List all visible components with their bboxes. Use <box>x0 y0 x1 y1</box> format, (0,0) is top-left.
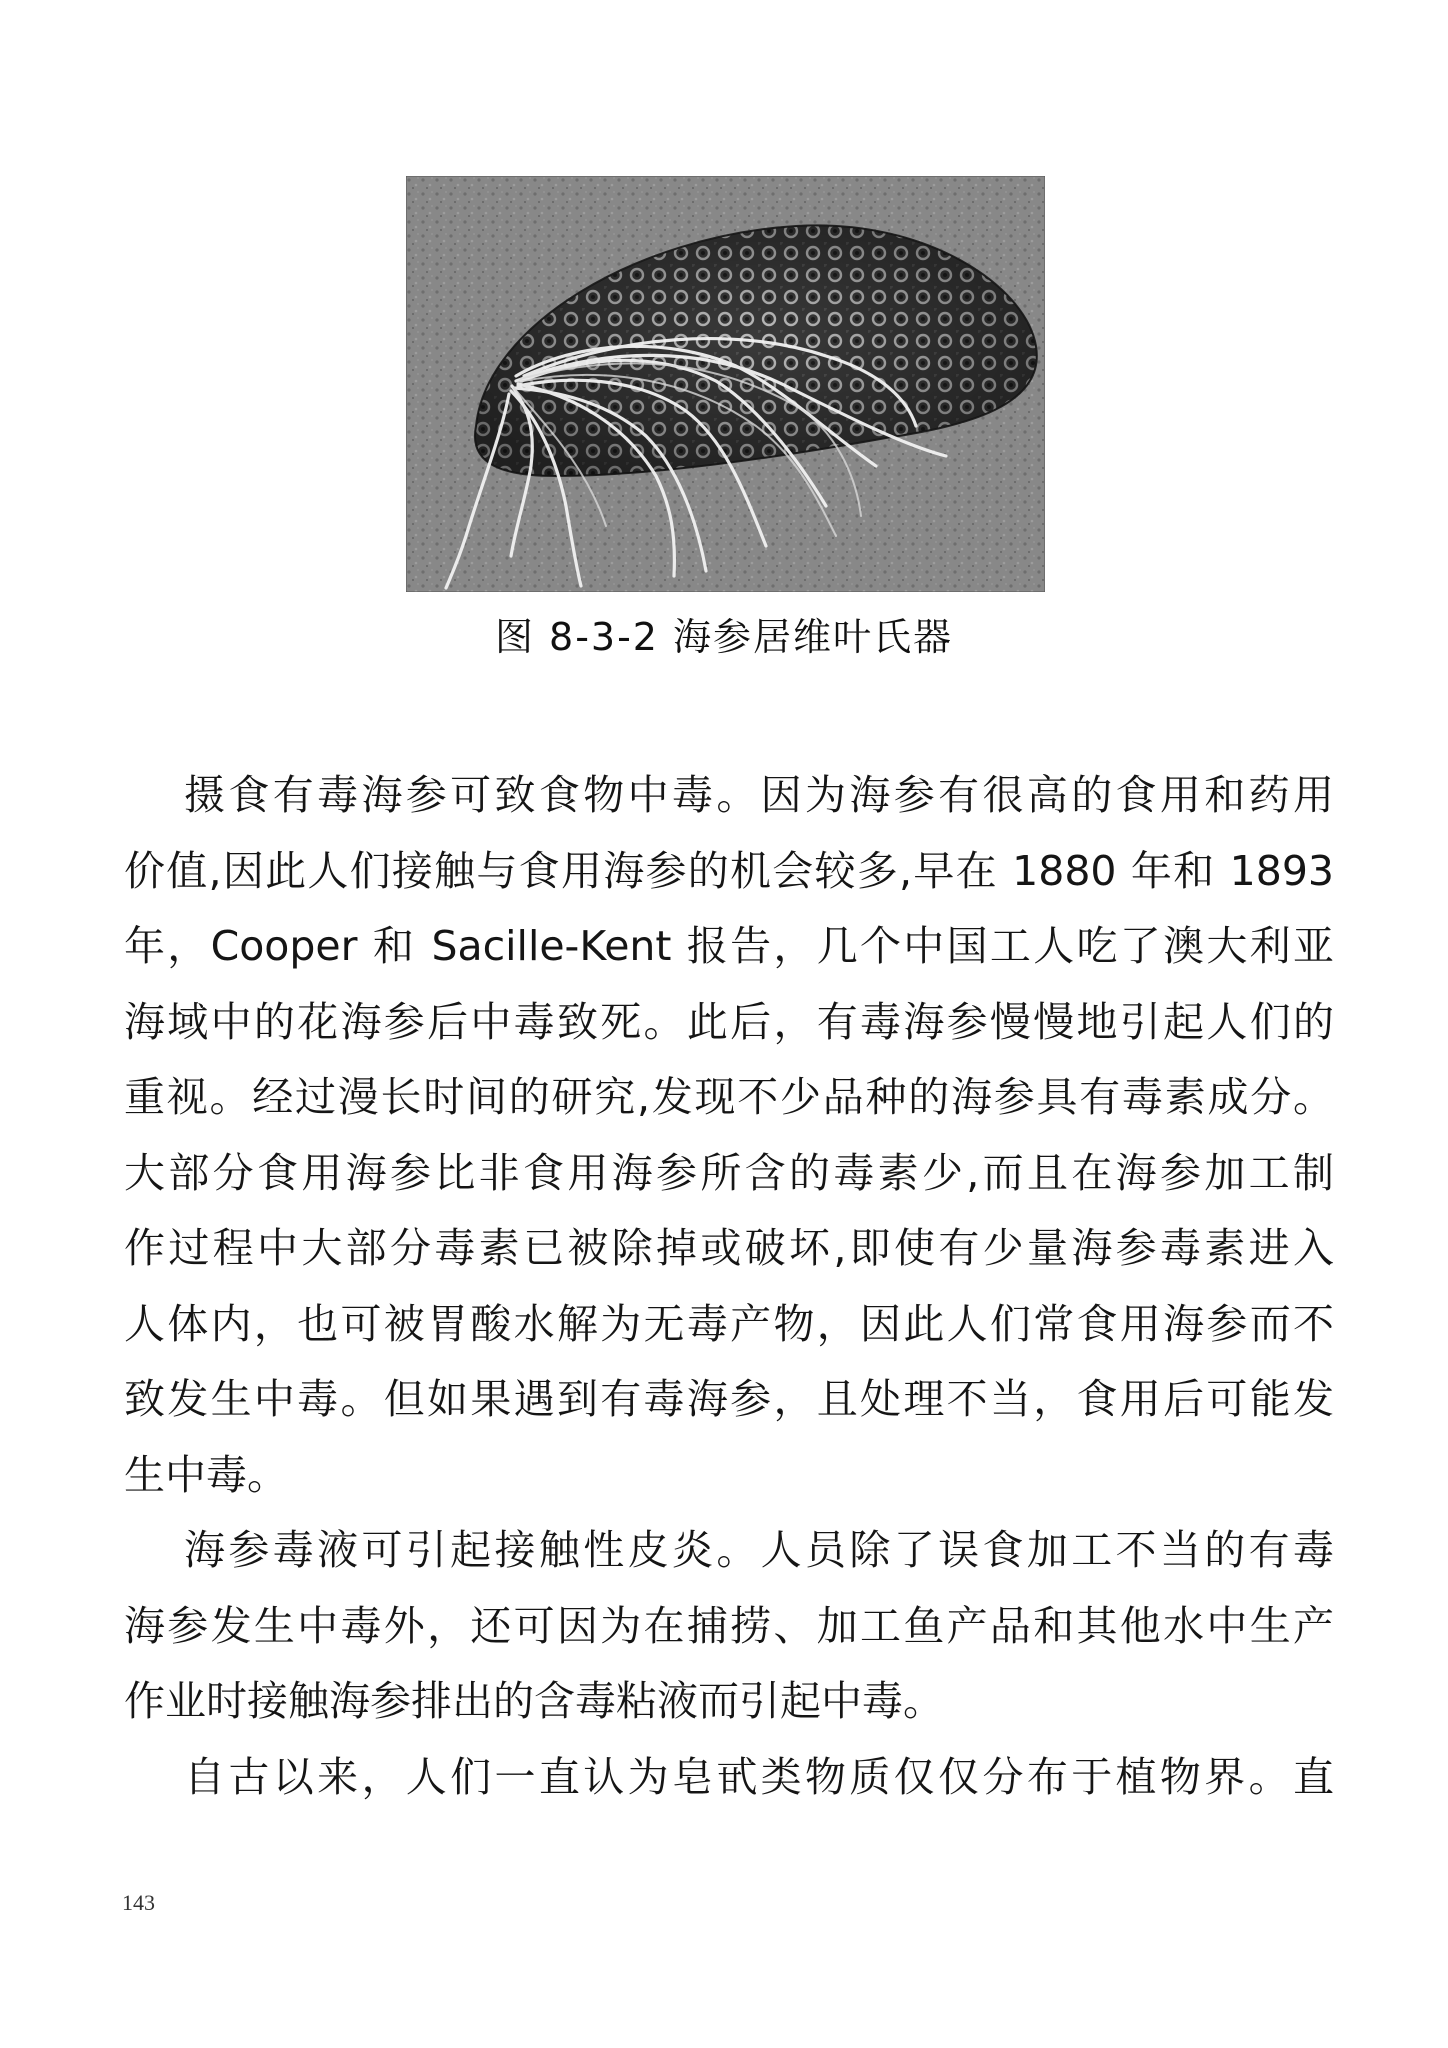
paragraph-1-line-7: 作过程中大部分毒素已被除掉或破坏,即使有少量海参毒素进入 <box>124 1224 1334 1272</box>
paragraph-1-line-8: 人体内，也可被胃酸水解为无毒产物，因此人们常食用海参而不 <box>124 1299 1334 1348</box>
paragraph-2-line-2: 海参发生中毒外，还可因为在捕捞、加工鱼产品和其他水中生产 <box>124 1601 1334 1650</box>
page-number: 143 <box>122 1890 155 1915</box>
paragraph-1-line-9: 致发生中毒。但如果遇到有毒海参，且处理不当，食用后可能发 <box>124 1375 1334 1423</box>
paragraph-1-line-6: 大部分食用海参比非食用海参所含的毒素少,而且在海参加工制 <box>124 1148 1334 1197</box>
sea-cucumber-photo <box>406 176 1045 592</box>
body-text <box>124 758 1334 1815</box>
paragraph-1-line-10: 生中毒。 <box>124 1450 288 1499</box>
paragraph-1-line-1: 摄食有毒海参可致食物中毒。因为海参有很高的食用和药用 <box>184 771 1334 819</box>
paragraph-1-line-4: 海域中的花海参后中毒致死。此后，有毒海参慢慢地引起人们的 <box>124 997 1334 1046</box>
sea-cucumber-image <box>406 176 1045 592</box>
figure-caption: 图 8-3-2 海参居维叶氏器 <box>494 615 954 659</box>
paragraph-2-line-3: 作业时接触海参排出的含毒粘液而引起中毒。 <box>124 1677 944 1725</box>
paragraph-1-line-5: 重视。经过漫长时间的研究,发现不少品种的海参具有毒素成分。 <box>124 1073 1334 1121</box>
paragraph-2-line-1: 海参毒液可引起接触性皮炎。人员除了误食加工不当的有毒 <box>184 1526 1334 1574</box>
paragraph-1-line-2: 价值,因此人们接触与食用海参的机会较多,早在 1880 年和 1893 <box>124 846 1334 895</box>
paragraph-3-line-1: 自古以来，人们一直认为皂甙类物质仅仅分布于植物界。直 <box>184 1752 1334 1801</box>
paragraph-1-line-3: 年，Cooper 和 Sacille-Kent 报告，几个中国工人吃了澳大利亚 <box>124 922 1334 970</box>
